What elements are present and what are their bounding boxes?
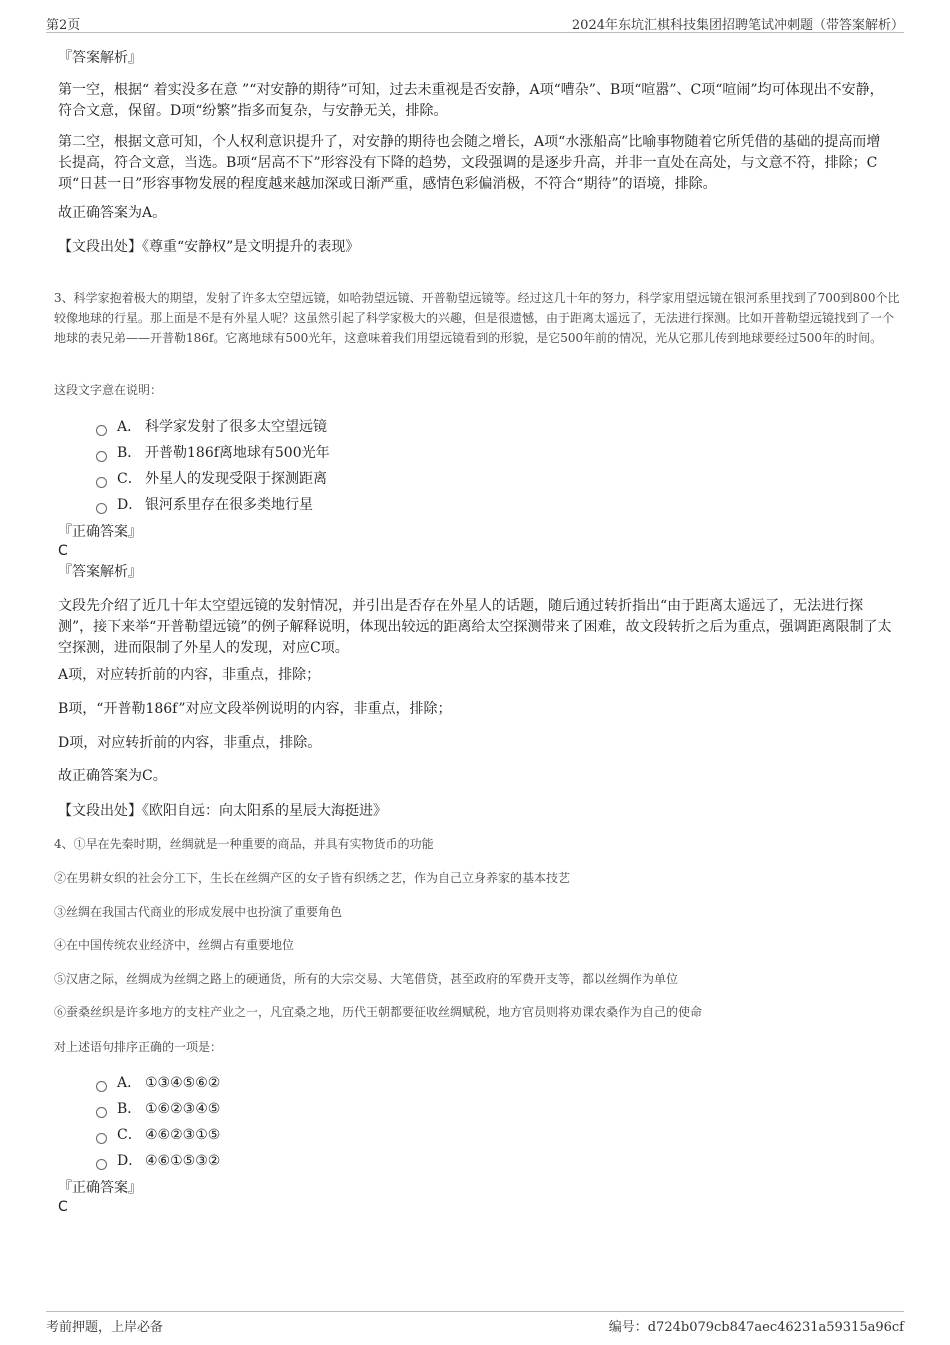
option-c[interactable]: C． 外星人的发现受限于探测距离 <box>96 466 330 492</box>
analysis-paragraph: 文段先介绍了近几十年太空望远镜的发射情况，并引出是否存在外星人的话题，随后通过转折指出“由于距离太遥远了，无法进行探测”，接下来举“开普勒望远镜”的例子解释说明，体现出较远的距离给太空探测带来了困难，故文段转折之后为重点，强调距离限制了太空探测，进而限制了外星人的发现，对应C项。 <box>58 598 892 656</box>
option-b[interactable]: B． 开普勒186f离地球有500光年 <box>96 440 330 466</box>
option-a[interactable]: A． 科学家发射了很多太空望远镜 <box>96 414 330 440</box>
sentence-item: ④在中国传统农业经济中，丝绸占有重要地位 <box>54 938 295 952</box>
question-stem: 4、①早在先秦时期，丝绸就是一种重要的商品，并具有实物货币的功能 <box>54 837 434 851</box>
sentence-item: ②在男耕女织的社会分工下，生长在丝绸产区的女子皆有织绣之艺，作为自己立身养家的基本技艺 <box>54 871 571 885</box>
sentence-item: ⑥蚕桑丝织是许多地方的支柱产业之一，凡宜桑之地，历代王朝都要征收丝绸赋税，地方官员则将劝课农桑作为自己的使命 <box>54 1005 703 1019</box>
answer-label: 『正确答案』 <box>58 1180 142 1196</box>
radio-icon[interactable] <box>96 503 107 514</box>
sentence-item: ③丝绸在我国古代商业的形成发展中也扮演了重要角色 <box>54 905 343 919</box>
analysis-paragraph: D项，对应转折前的内容，非重点，排除。 <box>58 735 322 751</box>
answer-label: 『正确答案』 <box>58 524 142 540</box>
analysis-paragraph: A项，对应转折前的内容，非重点，排除； <box>58 667 321 683</box>
option-a[interactable]: A． ①③④⑤⑥② <box>96 1070 220 1096</box>
radio-icon[interactable] <box>96 1133 107 1144</box>
page-header <box>46 14 904 33</box>
page-number: 第2页 <box>46 18 81 33</box>
analysis-paragraph: 第一空，根据“ 着实没多在意 ”“对安静的期待”可知，过去未重视是否安静，A项“嘈杂”、B项“喧嚣”、C项“喧闹”均可体现出不安静，符合文意，保留。D项“纷繁”指多而复杂，与安静无关，排除。 <box>58 82 884 119</box>
radio-icon[interactable] <box>96 425 107 436</box>
analysis-conclusion: 故正确答案为A。 <box>58 205 167 221</box>
source-citation: 【文段出处】《尊重“安静权”是文明提升的表现》 <box>58 239 360 255</box>
radio-icon[interactable] <box>96 1107 107 1118</box>
analysis-label: 『答案解析』 <box>58 564 142 580</box>
page-footer <box>46 1311 904 1335</box>
answer-value: C <box>58 1199 68 1215</box>
analysis-label: 『答案解析』 <box>58 50 142 66</box>
radio-icon[interactable] <box>96 451 107 462</box>
radio-icon[interactable] <box>96 1159 107 1170</box>
option-c[interactable]: C． ④⑥②③①⑤ <box>96 1122 220 1148</box>
question-stem: 3、科学家抱着极大的期望，发射了许多太空望远镜，如哈勃望远镜、开普勒望远镜等。经过这几十年的努力，科学家用望远镜在银河系里找到了700到800个比较像地球的行星。那上面是不是有外星人呢？这虽然引起了科学家极大的兴趣，但是很遗憾，由于距离太遥远了，无法进行探测。比如开普勒望远镜找到了一个地球的表兄弟——开普勒186f。它离地球有500光年，这意味着我们用望远镜看到的形貌，是它500年前的情况，光从它那儿传到地球要经过500年的时间。 <box>54 291 900 345</box>
analysis-paragraph: B项，“开普勒186f”对应文段举例说明的内容，非重点，排除； <box>58 701 452 717</box>
option-list <box>96 414 330 518</box>
radio-icon[interactable] <box>96 1081 107 1092</box>
option-list <box>96 1070 220 1174</box>
question-prompt: 这段文字意在说明： <box>54 383 163 397</box>
question-prompt: 对上述语句排序正确的一项是： <box>54 1040 223 1054</box>
radio-icon[interactable] <box>96 477 107 488</box>
answer-value: C <box>58 543 68 559</box>
footer-slogan: 考前押题，上岸必备 <box>46 1320 164 1335</box>
sentence-item: ⑤汉唐之际，丝绸成为丝绸之路上的硬通货，所有的大宗交易、大笔借贷，甚至政府的军费开支等，都以丝绸作为单位 <box>54 972 679 986</box>
option-d[interactable]: D． 银河系里存在很多类地行星 <box>96 492 330 518</box>
document-title: 2024年东坑汇棋科技集团招聘笔试冲刺题（带答案解析） <box>571 18 904 33</box>
analysis-conclusion: 故正确答案为C。 <box>58 768 167 784</box>
analysis-paragraph: 第二空，根据文意可知，个人权利意识提升了，对安静的期待也会随之增长，A项“水涨船高”比喻事物随着它所凭借的基础的提高而增长提高，符合文意，当选。B项“居高不下”形容没有下降的趋势，文段强调的是逐步升高，并非一直处在高处，与文意不符，排除；C项“日甚一日”形容事物发展的程度越来越加深或日渐严重，感情色彩偏消极，不符合“期待”的语境，排除。 <box>58 134 881 192</box>
document-id: 编号：d724b079cb847aec46231a59315a96cf <box>608 1320 904 1335</box>
source-citation: 【文段出处】《欧阳自远：向太阳系的星辰大海挺进》 <box>58 803 387 819</box>
option-d[interactable]: D． ④⑥①⑤③② <box>96 1148 220 1174</box>
option-b[interactable]: B． ①⑥②③④⑤ <box>96 1096 220 1122</box>
